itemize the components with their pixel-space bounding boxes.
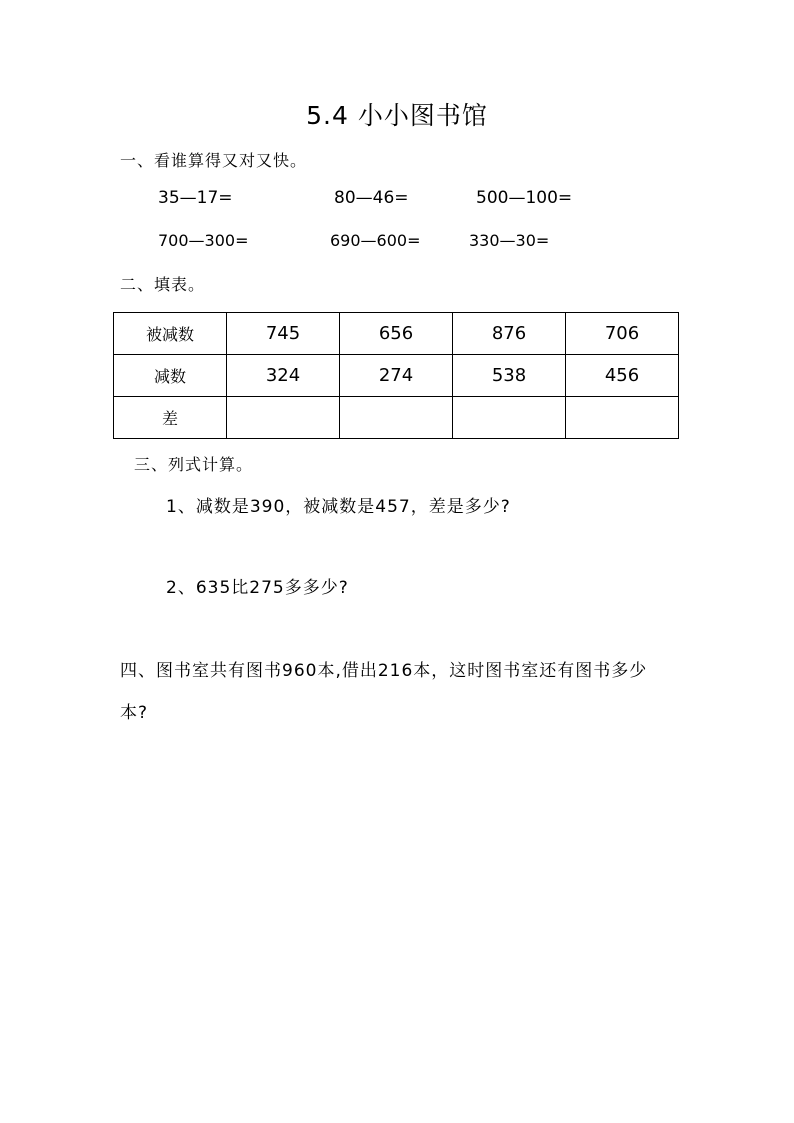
calc-1: 35—17= bbox=[158, 188, 233, 208]
table-cell: 876 bbox=[453, 313, 566, 355]
answer-cell[interactable] bbox=[227, 397, 340, 439]
table-row bbox=[114, 397, 679, 439]
calc-4: 700—300= bbox=[158, 231, 249, 250]
table-cell: 538 bbox=[453, 355, 566, 397]
question-1: 1、减数是390，被减数是457，差是多少? bbox=[166, 497, 511, 517]
row-label-difference: 差 bbox=[114, 397, 227, 439]
row-label-subtrahend: 减数 bbox=[114, 355, 227, 397]
question-4-line1: 四、图书室共有图书960本,借出216本，这时图书室还有图书多少 bbox=[120, 661, 648, 681]
section2-heading: 二、填表。 bbox=[120, 275, 206, 294]
calc-3: 500—100= bbox=[476, 188, 573, 208]
subtraction-table bbox=[113, 312, 679, 439]
page-title: 5.4 小小图书馆 bbox=[306, 101, 488, 130]
calc-6: 330—30= bbox=[469, 231, 550, 250]
answer-cell[interactable] bbox=[453, 397, 566, 439]
answer-cell[interactable] bbox=[566, 397, 679, 439]
table-cell: 456 bbox=[566, 355, 679, 397]
calc-2: 80—46= bbox=[334, 188, 409, 208]
calc-5: 690—600= bbox=[330, 231, 421, 250]
table-cell: 706 bbox=[566, 313, 679, 355]
table-cell: 656 bbox=[340, 313, 453, 355]
table-cell: 274 bbox=[340, 355, 453, 397]
table-cell: 745 bbox=[227, 313, 340, 355]
answer-cell[interactable] bbox=[340, 397, 453, 439]
section3-heading: 三、列式计算。 bbox=[134, 455, 254, 474]
table-cell: 324 bbox=[227, 355, 340, 397]
table-row bbox=[114, 355, 679, 397]
section1-heading: 一、看谁算得又对又快。 bbox=[120, 151, 308, 170]
row-label-minuend: 被减数 bbox=[114, 313, 227, 355]
question-2: 2、635比275多多少? bbox=[166, 578, 349, 598]
table-row bbox=[114, 313, 679, 355]
question-4-line2: 本? bbox=[120, 703, 149, 723]
